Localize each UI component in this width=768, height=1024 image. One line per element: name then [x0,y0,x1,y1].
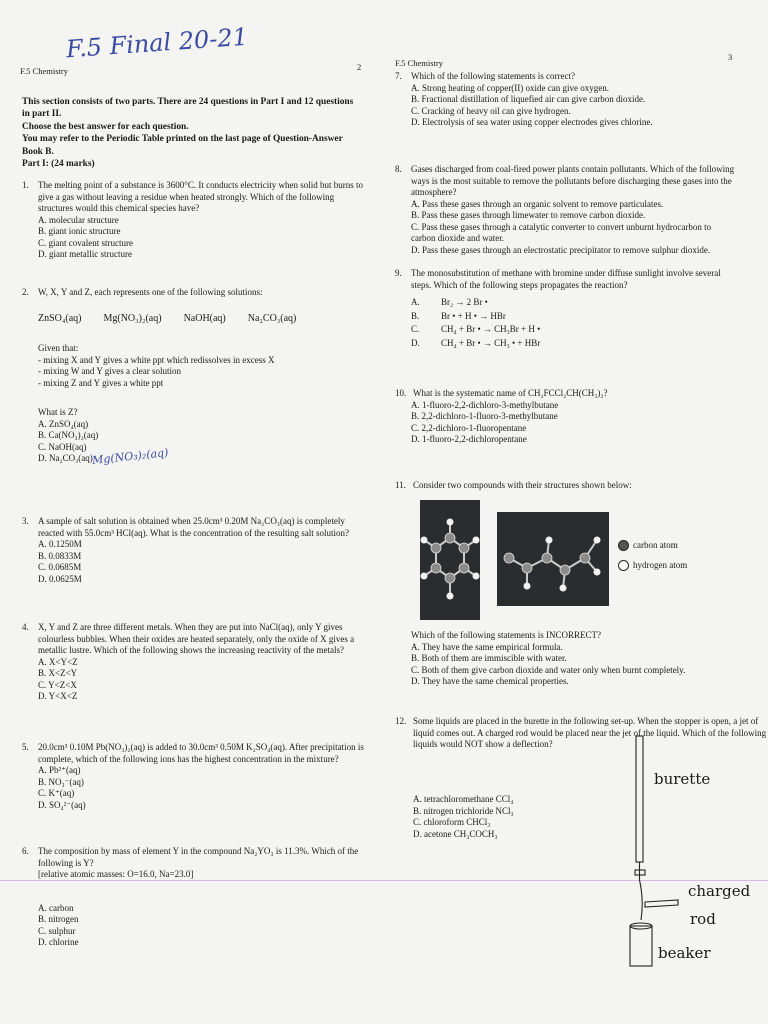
question-stem: The monosubstitution of methane with bromine under diffuse sunlight involve several steps. Which of the following steps propagates the reaction? [411,268,721,290]
question-stem: What is the systematic name of CH₂FCCl₂CH(CH₃)₂? [413,388,608,398]
question-number: 1. [22,180,29,190]
option-letter: B. [411,310,420,321]
option-c: C. Cracking of heavy oil can give hydrogen. [411,105,571,116]
question-number: 8. [395,164,402,174]
question-number: 2. [22,287,29,297]
option-b: B. 0.0833M [38,550,82,561]
option-d: D. Electrolysis of sea water using copper electrodes gives chlorine. [411,117,653,128]
option-b: B. nitrogen [38,914,79,925]
option-b: B. nitrogen trichloride NCl₃ [413,805,514,816]
option-a: A. 0.1250M [38,539,82,550]
question-number: 9. [395,268,402,278]
question-stem: The composition by mass of element Y in the compound Na₂YO₃ is 11.3%. Which of the following is Y? [38,846,359,868]
question-9 [395,268,735,349]
burette-label: burette [654,770,711,788]
given-item: - mixing X and Y gives a white ppt which redissolves in excess X [38,354,275,365]
option-a: A. carbon [38,902,74,913]
legend-label: hydrogen atom [633,559,688,570]
question-number: 11. [395,480,406,490]
instruction-line: This section consists of two parts. There are 24 questions in Part I and 12 questions in part II. [22,97,354,120]
option-b: B. NO₃⁻(aq) [38,776,84,787]
option-c: C. 0.0685M [38,562,82,573]
given-conditions [38,343,364,389]
instructions [22,96,362,170]
question-6 [22,846,364,949]
instruction-line: Part I: (24 marks) [22,159,95,170]
reaction-step: Br₂ → 2 Br • [441,297,488,308]
handwritten-title: F.5 Final 20-21 [65,22,249,64]
question-8 [395,164,735,256]
option-a: A. tetrachloromethane CCl₄ [413,794,514,804]
hydrogen-atom-icon [618,560,629,571]
given-item: - mixing W and Y gives a clear solution [38,366,181,377]
option-c: C. giant covalent structure [38,237,133,248]
question-12 [395,716,767,751]
option-a: A. molecular structure [38,214,119,225]
option-c: C. 2,2-dichloro-1-fluoropentane [411,422,527,433]
option-d: D. Y<X<Z [38,691,78,702]
option-d: D. acetone CH₃COCH₃ [413,828,498,839]
option-d: D. They have the same chemical properties. [411,676,569,687]
solution-list [38,313,364,326]
option-b: B. Fractional distillation of liquefied air can give carbon dioxide. [411,94,646,105]
question-stem: X, Y and Z are three different metals. When they are put into NaCl(aq), only Y gives colourless bubbles. When their oxides are heated separately, only the oxide of X gives a metallic lustre. Which of the following shows the increasing reactivity of the metals? [38,622,355,656]
option-a: A. Pass these gases through an organic solvent to remove particulates. [411,198,664,209]
reaction-step: Br • + H • → HBr [441,310,506,321]
option-d: D. SO₄²⁻(aq) [38,799,86,810]
burette-setup-diagram [620,730,690,970]
benzene-ball-and-stick-image [420,500,480,620]
given-item: - mixing Z and Y gives a white ppt [38,377,164,388]
instruction-line: Choose the best answer for each question. [22,121,189,132]
option-c: C. Y<Z<X [38,679,77,690]
option-c: C. sulphur [38,925,76,936]
question-stem: A sample of salt solution is obtained when 25.0cm³ 0.20M Na₂CO₃(aq) is completely reacted with 55.0cm³ HCl(aq). What is the concentration of the resulting salt solution? [38,516,349,538]
question-12-options [413,794,633,840]
option-d: D. giant metallic structure [38,249,132,260]
rod-label: rod [690,910,716,928]
left-page-number: 2 [357,62,362,72]
option-letter: C. [411,324,420,335]
handwritten-note: Mg(NO₃)₂(aq) [91,446,169,467]
solution-item: NaOH(aq) [183,312,226,324]
legend-carbon [618,540,687,552]
instruction-line: You may refer to the Periodic Table printed on the last page of Question-Answer Book B. [22,134,343,157]
beaker-label: beaker [658,944,711,962]
question-3 [22,516,364,585]
question-7 [395,71,735,129]
question-11-options [411,630,731,688]
question-4 [22,622,364,703]
option-d: D. 0.0625M [38,573,82,584]
question-stem: W, X, Y and Z, each represents one of the following solutions: [38,287,263,297]
legend-hydrogen [618,560,687,572]
right-page-number: 3 [728,52,733,62]
question-number: 3. [22,516,29,526]
option-d: D. Pass these gases through an electrostatic precipitator to remove sulphur dioxide. [411,244,711,255]
atom-legend [618,540,687,571]
option-d: D. chlorine [38,937,79,948]
option-a: A. Strong heating of copper(II) oxide can give oxygen. [411,82,609,93]
option-b: B. X<Z<Y [38,668,78,679]
question-number: 6. [22,846,29,856]
chain-ball-and-stick-image [497,512,609,606]
option-c: C. Pass these gases through a catalytic converter to convert unburnt hydrocarbon to carbon dioxide and water. [411,221,712,244]
question-number: 10. [395,388,407,398]
question-stem: Consider two compounds with their structures shown below: [413,480,632,490]
reaction-step: CH₄ + Br • → CH₃Br + H • [441,324,541,335]
question-number: 12. [395,716,407,726]
option-b: B. Ca(NO₃)₂(aq) [38,430,99,441]
option-c: C. chloroform CHCl₃ [413,817,491,828]
question-text: Which of the following statements is INCORRECT? [411,630,601,640]
option-a: A. X<Y<Z [38,656,78,667]
option-d: D. Na₂CO₃(aq) [38,453,93,464]
legend-label: carbon atom [633,540,678,550]
option-c: C. K⁺(aq) [38,788,75,799]
carbon-atom-icon [618,540,629,551]
given-title: Given that: [38,343,79,354]
option-a: A. ZnSO₄(aq) [38,418,89,429]
option-b: B. Both of them are immiscible with water. [411,653,567,664]
option-c: C. Both of them give carbon dioxide and water only when burnt completely. [411,664,686,675]
solution-item: ZnSO₄(aq) [38,312,82,324]
question-number: 7. [395,71,402,81]
question-1 [22,180,364,261]
option-letter: A. [411,297,420,308]
option-a: A. Pb²⁺(aq) [38,765,81,776]
question-stem: Gases discharged from coal-fired power plants contain pollutants. Which of the following ways is the most suitable to remove the pollutants before discharging these gases into the atmosphere? [411,164,735,198]
left-page-header: F.5 Chemistry [20,66,68,76]
option-c: C. NaOH(aq) [38,441,87,452]
solution-item: Mg(NO₃)₂(aq) [103,312,162,324]
question-5 [22,742,364,811]
option-a: A. They have the same empirical formula. [411,641,563,652]
question-stem: 20.0cm³ 0.10M Pb(NO₃)₂(aq) is added to 30.0cm³ 0.50M K₂SO₄(aq). After precipitation is complete, which of the following ions has the highest concentration in the mixture? [38,742,364,764]
question-number: 4. [22,622,29,632]
option-b: B. Pass these gases through limewater to remove carbon dioxide. [411,210,646,221]
question-stem: Which of the following statements is correct? [411,71,575,81]
charged-label: charged [688,882,751,900]
question-number: 5. [22,742,29,752]
question-stem: The melting point of a substance is 3600°C. It conducts electricity when solid but burns to give a gas without leaving a residue when heated strongly. Which of the following structures would this chemical species have? [38,180,364,214]
option-d: D. 1-fluoro-2,2-dichloropentane [411,434,527,445]
relative-atomic-masses: [relative atomic masses: O=16.0, Na=23.0] [38,869,194,880]
question-text: What is Z? [38,407,78,418]
question-2 [22,287,364,465]
option-letter: D. [411,337,420,348]
option-a: A. 1-fluoro-2,2-dichloro-3-methylbutane [411,399,559,410]
option-b: B. 2,2-dichloro-1-fluoro-3-methylbutane [411,411,558,422]
question-11 [395,480,735,492]
question-10 [395,388,735,446]
reaction-step: CH₄ + Br • → CH₃ • + HBr [441,337,541,348]
solution-item: Na₂CO₃(aq) [247,312,297,324]
option-b: B. giant ionic structure [38,226,121,237]
question-stem: Some liquids are placed in the burette in the following set-up. When the stopper is open, a jet of liquid comes out. A charged rod would be placed near the jet of the liquid. Which of the following liquids would NOT show a deflection? [413,716,767,750]
right-page-header: F.5 Chemistry [395,58,443,68]
